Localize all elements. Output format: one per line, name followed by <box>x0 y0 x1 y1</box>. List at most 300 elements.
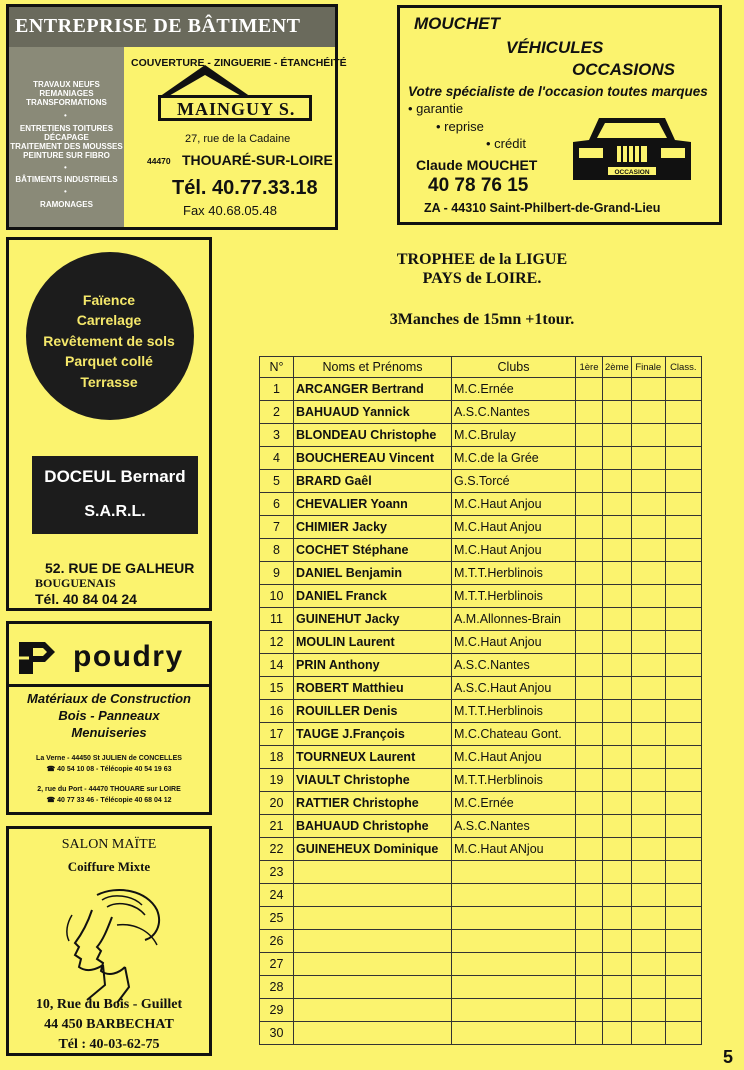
faces-illustration-icon <box>57 885 167 1005</box>
cell-club: M.T.T.Herblinois <box>452 769 576 792</box>
cell-name: BAHUAUD Yannick <box>294 401 452 424</box>
cell-name: COCHET Stéphane <box>294 539 452 562</box>
ad-doceul-form: S.A.R.L. <box>84 503 146 520</box>
ad-mouchet-contact: Claude MOUCHET <box>416 157 538 173</box>
ad-poudry-tel: ☎ 40 54 10 08 - Télécopie 40 54 19 63 <box>46 766 172 773</box>
ad-doceul-item: Faïence <box>82 292 136 308</box>
ad-mainguy-header: ENTREPRISE DE BÂTIMENT <box>9 7 335 47</box>
cell-heat1 <box>576 470 603 493</box>
cell-class <box>665 608 701 631</box>
cell-name: GUINEHEUX Dominique <box>294 838 452 861</box>
cell-name <box>294 953 452 976</box>
service-item: PEINTURE SUR FIBRO <box>23 151 110 160</box>
cell-club <box>452 907 576 930</box>
cell-name: BLONDEAU Christophe <box>294 424 452 447</box>
cell-heat1 <box>576 953 603 976</box>
cell-number: 6 <box>260 493 294 516</box>
cell-class <box>665 493 701 516</box>
table-row <box>260 401 702 424</box>
ad-mouchet-name: MOUCHET <box>414 14 500 33</box>
cell-final <box>631 585 665 608</box>
ad-mouchet <box>397 5 722 225</box>
table-row <box>260 884 702 907</box>
ad-poudry-line: Menuiseries <box>71 725 147 740</box>
cell-heat2 <box>603 815 632 838</box>
col-header-class: Class. <box>665 357 701 378</box>
cell-heat2 <box>603 999 632 1022</box>
cell-class <box>665 447 701 470</box>
ad-salon-sub: Coiffure Mixte <box>67 859 151 874</box>
cell-name: RATTIER Christophe <box>294 792 452 815</box>
table-row <box>260 930 702 953</box>
cell-class <box>665 539 701 562</box>
cell-final <box>631 631 665 654</box>
cell-heat2 <box>603 861 632 884</box>
cell-heat2 <box>603 447 632 470</box>
cell-heat1 <box>576 700 603 723</box>
table-row <box>260 493 702 516</box>
ad-mainguy-zip: 44470 <box>147 156 171 166</box>
service-item: RAMONAGES <box>40 200 93 209</box>
cell-heat1 <box>576 746 603 769</box>
cell-final <box>631 700 665 723</box>
ad-mainguy <box>6 4 347 230</box>
cell-heat1 <box>576 401 603 424</box>
cell-class <box>665 815 701 838</box>
service-item: TRAITEMENT DES MOUSSES <box>10 142 123 151</box>
cell-final <box>631 999 665 1022</box>
cell-number: 1 <box>260 378 294 401</box>
cell-heat2 <box>603 792 632 815</box>
bullet-icon: • <box>64 187 67 196</box>
cell-heat2 <box>603 654 632 677</box>
ad-mouchet-tagline: Votre spécialiste de l'occasion toutes marques <box>408 84 708 99</box>
cell-heat1 <box>576 815 603 838</box>
cell-final <box>631 723 665 746</box>
results-table <box>259 356 702 1045</box>
cell-club: M.C.Haut Anjou <box>452 746 576 769</box>
table-row <box>260 746 702 769</box>
cell-class <box>665 907 701 930</box>
cell-heat1 <box>576 861 603 884</box>
cell-number: 18 <box>260 746 294 769</box>
roof-icon-inner <box>167 75 243 97</box>
cell-number: 12 <box>260 631 294 654</box>
table-row <box>260 562 702 585</box>
ad-mouchet-item: • reprise <box>436 119 484 134</box>
service-item: REMANIAGES <box>39 89 94 98</box>
cell-class <box>665 838 701 861</box>
ad-mouchet-vehicules: VÉHICULES <box>506 38 604 57</box>
cell-number: 19 <box>260 769 294 792</box>
cell-name: DANIEL Benjamin <box>294 562 452 585</box>
car-plate: OCCASION <box>614 169 650 176</box>
cell-heat2 <box>603 424 632 447</box>
cell-number: 7 <box>260 516 294 539</box>
cell-heat1 <box>576 723 603 746</box>
cell-club: M.C.Haut Anjou <box>452 493 576 516</box>
cell-name: CHIMIER Jacky <box>294 516 452 539</box>
ad-salon-street: 10, Rue du Bois - Guillet <box>35 997 183 1012</box>
cell-name: GUINEHUT Jacky <box>294 608 452 631</box>
cell-number: 22 <box>260 838 294 861</box>
cell-club: M.C.Brulay <box>452 424 576 447</box>
table-row <box>260 654 702 677</box>
table-row <box>260 677 702 700</box>
cell-name: TAUGE J.François <box>294 723 452 746</box>
cell-heat1 <box>576 907 603 930</box>
cell-heat2 <box>603 516 632 539</box>
ad-mouchet-item: • crédit <box>486 136 526 151</box>
cell-heat1 <box>576 447 603 470</box>
cell-class <box>665 516 701 539</box>
cell-heat2 <box>603 562 632 585</box>
cell-final <box>631 401 665 424</box>
cell-number: 27 <box>260 953 294 976</box>
cell-final <box>631 792 665 815</box>
table-row <box>260 815 702 838</box>
cell-name: ROUILLER Denis <box>294 700 452 723</box>
cell-heat2 <box>603 401 632 424</box>
ad-poudry-line: Bois - Panneaux <box>58 708 160 723</box>
cell-name: ROBERT Matthieu <box>294 677 452 700</box>
cell-number: 16 <box>260 700 294 723</box>
car-icon <box>567 110 697 190</box>
cell-name <box>294 930 452 953</box>
table-body <box>260 378 702 1045</box>
ad-doceul-item: Revêtement de sols <box>43 333 175 349</box>
table-row <box>260 1022 702 1045</box>
cell-heat1 <box>576 539 603 562</box>
ad-mainguy-address: 27, rue de la Cadaine <box>185 133 291 145</box>
cell-club: A.S.C.Nantes <box>452 401 576 424</box>
cell-class <box>665 654 701 677</box>
table-row <box>260 792 702 815</box>
cell-heat2 <box>603 493 632 516</box>
cell-final <box>631 861 665 884</box>
ad-poudry-address: 2, rue du Port - 44470 THOUARE sur LOIRE <box>37 786 181 793</box>
cell-final <box>631 953 665 976</box>
cell-name: BRARD Gaêl <box>294 470 452 493</box>
cell-number: 3 <box>260 424 294 447</box>
table-row <box>260 631 702 654</box>
cell-heat1 <box>576 378 603 401</box>
cell-number: 11 <box>260 608 294 631</box>
poudry-logo-icon <box>15 640 57 676</box>
cell-class <box>665 953 701 976</box>
page-number: 5 <box>723 1047 734 1067</box>
cell-club <box>452 930 576 953</box>
cell-heat2 <box>603 907 632 930</box>
cell-heat1 <box>576 493 603 516</box>
col-header-club: Clubs <box>452 357 576 378</box>
table-row <box>260 907 702 930</box>
cell-heat1 <box>576 838 603 861</box>
cell-class <box>665 930 701 953</box>
cell-name <box>294 1022 452 1045</box>
cell-final <box>631 470 665 493</box>
cell-number: 15 <box>260 677 294 700</box>
cell-final <box>631 815 665 838</box>
service-item: ENTRETIENS TOITURES <box>19 124 114 133</box>
cell-number: 10 <box>260 585 294 608</box>
cell-club <box>452 953 576 976</box>
cell-class <box>665 401 701 424</box>
cell-class <box>665 999 701 1022</box>
cell-number: 24 <box>260 884 294 907</box>
cell-heat2 <box>603 723 632 746</box>
table-header-row <box>260 357 702 378</box>
cell-name <box>294 907 452 930</box>
cell-name <box>294 999 452 1022</box>
cell-class <box>665 976 701 999</box>
table-row <box>260 769 702 792</box>
service-item: DÉCAPAGE <box>44 133 89 142</box>
cell-final <box>631 930 665 953</box>
cell-heat1 <box>576 999 603 1022</box>
table-row <box>260 861 702 884</box>
cell-number: 30 <box>260 1022 294 1045</box>
table-row <box>260 585 702 608</box>
cell-heat2 <box>603 884 632 907</box>
cell-club: A.S.C.Nantes <box>452 815 576 838</box>
cell-final <box>631 562 665 585</box>
table-row <box>260 539 702 562</box>
cell-heat1 <box>576 424 603 447</box>
cell-class <box>665 861 701 884</box>
cell-final <box>631 447 665 470</box>
service-item: TRAVAUX NEUFS <box>33 80 100 89</box>
cell-class <box>665 723 701 746</box>
ad-mainguy-logo: MAINGUY S. <box>158 95 312 121</box>
cell-name <box>294 861 452 884</box>
cell-final <box>631 378 665 401</box>
cell-heat1 <box>576 769 603 792</box>
cell-name: TOURNEUX Laurent <box>294 746 452 769</box>
cell-number: 25 <box>260 907 294 930</box>
cell-heat2 <box>603 1022 632 1045</box>
cell-heat2 <box>603 930 632 953</box>
cell-heat2 <box>603 953 632 976</box>
cell-club: M.T.T.Herblinois <box>452 562 576 585</box>
cell-club: M.C.Haut Anjou <box>452 631 576 654</box>
cell-final <box>631 424 665 447</box>
cell-name: MOULIN Laurent <box>294 631 452 654</box>
cell-final <box>631 838 665 861</box>
cell-class <box>665 424 701 447</box>
cell-heat1 <box>576 631 603 654</box>
cell-number: 2 <box>260 401 294 424</box>
cell-heat2 <box>603 976 632 999</box>
ad-doceul-item: Carrelage <box>76 312 142 328</box>
page-title <box>262 250 702 329</box>
ad-salon <box>6 826 212 1056</box>
cell-club: M.C.Haut Anjou <box>452 539 576 562</box>
cell-club: M.C.Ernée <box>452 378 576 401</box>
ad-salon-tel: Tél : 40-03-62-75 <box>58 1037 160 1052</box>
cell-club: A.M.Allonnes-Brain <box>452 608 576 631</box>
cell-heat1 <box>576 1022 603 1045</box>
cell-class <box>665 631 701 654</box>
table-row <box>260 470 702 493</box>
ad-mouchet-occasions: OCCASIONS <box>572 60 675 79</box>
table-row <box>260 700 702 723</box>
ad-poudry <box>6 621 212 815</box>
cell-final <box>631 976 665 999</box>
cell-club: M.C.Haut ANjou <box>452 838 576 861</box>
cell-name <box>294 884 452 907</box>
cell-name: PRIN Anthony <box>294 654 452 677</box>
table-row <box>260 378 702 401</box>
col-header-number: N° <box>260 357 294 378</box>
cell-final <box>631 769 665 792</box>
divider <box>9 684 209 687</box>
cell-club: M.T.T.Herblinois <box>452 700 576 723</box>
cell-club: M.T.T.Herblinois <box>452 585 576 608</box>
bullet-icon: • <box>64 111 67 120</box>
cell-class <box>665 470 701 493</box>
col-header-name: Noms et Prénoms <box>294 357 452 378</box>
cell-heat2 <box>603 677 632 700</box>
ad-mouchet-phone: 40 78 76 15 <box>428 175 529 196</box>
cell-club: M.C.de la Grée <box>452 447 576 470</box>
cell-heat1 <box>576 976 603 999</box>
cell-heat1 <box>576 654 603 677</box>
cell-club: M.C.Ernée <box>452 792 576 815</box>
cell-club: M.C.Chateau Gont. <box>452 723 576 746</box>
service-item: BÂTIMENTS INDUSTRIELS <box>15 175 118 184</box>
cell-number: 5 <box>260 470 294 493</box>
cell-number: 17 <box>260 723 294 746</box>
cell-name: ARCANGER Bertrand <box>294 378 452 401</box>
cell-heat1 <box>576 608 603 631</box>
cell-heat1 <box>576 930 603 953</box>
table-row <box>260 447 702 470</box>
cell-final <box>631 516 665 539</box>
ad-doceul-town: BOUGUENAIS <box>35 576 116 590</box>
cell-class <box>665 585 701 608</box>
ad-mainguy-tags: COUVERTURE - ZINGUERIE - ÉTANCHÉITÉ <box>131 57 347 69</box>
cell-number: 28 <box>260 976 294 999</box>
table-row <box>260 424 702 447</box>
ad-poudry-tel: ☎ 40 77 33 46 - Télécopie 40 68 04 12 <box>46 797 172 804</box>
cell-club <box>452 976 576 999</box>
table-row <box>260 608 702 631</box>
service-item: TRANSFORMATIONS <box>26 98 107 107</box>
cell-number: 20 <box>260 792 294 815</box>
cell-class <box>665 700 701 723</box>
cell-number: 23 <box>260 861 294 884</box>
cell-heat2 <box>603 539 632 562</box>
ad-doceul-name: DOCEUL Bernard <box>44 467 186 486</box>
table-row <box>260 976 702 999</box>
ad-mouchet-address: ZA - 44310 Saint-Philbert-de-Grand-Lieu <box>424 201 661 215</box>
cell-class <box>665 792 701 815</box>
cell-club <box>452 861 576 884</box>
ad-doceul-street: 52. RUE DE GALHEUR <box>45 560 195 576</box>
col-header-heat2: 2ème <box>603 357 632 378</box>
title-line-1: TROPHEE de la LIGUE <box>396 251 568 268</box>
cell-name: BOUCHEREAU Vincent <box>294 447 452 470</box>
ad-doceul <box>6 237 212 611</box>
table-row <box>260 516 702 539</box>
cell-heat2 <box>603 470 632 493</box>
ad-doceul-item: Parquet collé <box>65 353 153 369</box>
cell-club: A.S.C.Haut Anjou <box>452 677 576 700</box>
cell-heat1 <box>576 884 603 907</box>
cell-final <box>631 746 665 769</box>
cell-number: 8 <box>260 539 294 562</box>
cell-club: A.S.C.Nantes <box>452 654 576 677</box>
cell-class <box>665 677 701 700</box>
cell-club <box>452 999 576 1022</box>
cell-club <box>452 1022 576 1045</box>
cell-class <box>665 746 701 769</box>
ad-salon-city: 44 450 BARBECHAT <box>44 1017 174 1032</box>
cell-heat1 <box>576 792 603 815</box>
ad-mainguy-tel: Tél. 40.77.33.18 <box>172 177 318 199</box>
cell-final <box>631 493 665 516</box>
ad-doceul-item: Terrasse <box>80 374 138 390</box>
ad-poudry-address: La Verne - 44450 St JULIEN de CONCELLES <box>36 755 182 762</box>
cell-heat2 <box>603 746 632 769</box>
cell-heat1 <box>576 585 603 608</box>
cell-heat2 <box>603 631 632 654</box>
ad-salon-name: SALON MAÏTE <box>61 837 157 852</box>
cell-name: CHEVALIER Yoann <box>294 493 452 516</box>
cell-final <box>631 654 665 677</box>
cell-number: 4 <box>260 447 294 470</box>
ad-mainguy-city: THOUARÉ-SUR-LOIRE <box>182 152 333 168</box>
table-row <box>260 838 702 861</box>
cell-number: 9 <box>260 562 294 585</box>
ad-poudry-line: Matériaux de Construction <box>27 691 191 706</box>
ad-mainguy-fax: Fax 40.68.05.48 <box>183 203 277 218</box>
cell-final <box>631 884 665 907</box>
title-line-2: PAYS de LOIRE. <box>422 270 542 287</box>
cell-number: 14 <box>260 654 294 677</box>
cell-final <box>631 677 665 700</box>
cell-number: 29 <box>260 999 294 1022</box>
cell-heat2 <box>603 608 632 631</box>
ad-poudry-logo: poudry <box>73 640 184 673</box>
table-row <box>260 953 702 976</box>
cell-heat2 <box>603 769 632 792</box>
col-header-final: Finale <box>631 357 665 378</box>
cell-name: DANIEL Franck <box>294 585 452 608</box>
cell-name: VIAULT Christophe <box>294 769 452 792</box>
cell-final <box>631 1022 665 1045</box>
cell-name <box>294 976 452 999</box>
cell-final <box>631 608 665 631</box>
cell-class <box>665 884 701 907</box>
cell-heat1 <box>576 562 603 585</box>
cell-number: 21 <box>260 815 294 838</box>
cell-heat2 <box>603 378 632 401</box>
col-header-heat1: 1ère <box>576 357 603 378</box>
cell-club <box>452 884 576 907</box>
cell-heat1 <box>576 516 603 539</box>
cell-heat2 <box>603 838 632 861</box>
bullet-icon: • <box>64 163 67 172</box>
table-row <box>260 723 702 746</box>
ad-mouchet-item: • garantie <box>408 101 464 116</box>
cell-number: 26 <box>260 930 294 953</box>
cell-heat2 <box>603 700 632 723</box>
cell-club: G.S.Torcé <box>452 470 576 493</box>
cell-final <box>631 539 665 562</box>
cell-heat1 <box>576 677 603 700</box>
